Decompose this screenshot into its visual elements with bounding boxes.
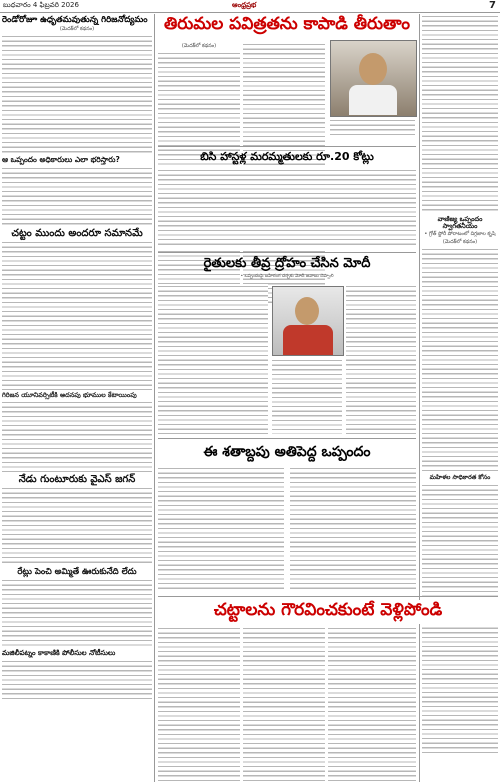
left-headline-1: రెండోరోజూ ఉధృతమవుతున్న గిరిజనోద్యమం (2, 15, 148, 25)
left-byline: (మెదక్‌లో కథనం) (59, 26, 95, 33)
article-text (330, 118, 415, 138)
bc-hostels-text (158, 168, 416, 248)
article-text (328, 626, 416, 782)
column-divider (419, 14, 420, 782)
article-text (158, 466, 284, 592)
modi-text-3 (272, 358, 342, 434)
article-text (2, 240, 152, 390)
bottom-text-1 (158, 626, 240, 782)
century-deal-text-1 (158, 466, 284, 592)
article-text (2, 166, 152, 226)
section-divider (158, 146, 416, 147)
headline-modi: రైతులకు తీవ్ర ద్రోహం చేసిన మోదీ (203, 256, 371, 271)
section-divider (158, 596, 498, 597)
left-column (2, 14, 152, 782)
left-headline-2: ఆ ఒప్పందం అధికారులు ఎలా భరిస్తారు? (2, 155, 120, 165)
left-headline-3: చట్టం ముందు అందరూ సమానమే (11, 227, 143, 239)
headline-bc-hostels: బిసి హాస్టళ్ల మరమ్మతులకు రూ.20 కోట్లు (200, 150, 374, 163)
right-column (422, 14, 498, 782)
article-text (2, 486, 152, 566)
article-text (422, 14, 498, 214)
person-figure (295, 297, 319, 325)
article-text (158, 168, 416, 248)
modi-text-1 (158, 284, 268, 434)
main-byline: (మెదక్‌లో కథనం) (181, 43, 217, 49)
issue-date: బుధవారం 4 ఫిబ్రవరి 2026 (3, 1, 79, 9)
article-text (346, 284, 416, 434)
headline-respect-laws: చట్టాలను గౌరవించకుంటే వెళ్లిపోండి (158, 600, 498, 624)
column-divider (154, 14, 155, 782)
photo-caption-text (330, 118, 415, 138)
article-text (158, 284, 268, 434)
headline-modi-sub: • ఒప్పందంపై బహిరంగ చర్చకు మోదీ జవాబు చెప్పాలి (240, 274, 334, 279)
article-text (158, 626, 240, 782)
right-headline-1-sub: • గ్రోత్ స్టోరీ పోరాటంలో దిగ్గజాల కృషి (424, 231, 496, 238)
right-headline-1: వాణిజ్య ఒప్పందం స్వాగతనీయం (437, 215, 483, 231)
article-text (2, 34, 152, 94)
article-text (2, 94, 152, 154)
article-text (2, 400, 152, 472)
left-headline-6: రేట్లు పెంచి అమ్మితే ఊరుకునేది లేదు (17, 566, 137, 577)
article-text (243, 626, 325, 782)
left-headline-5: నేడు గుంటూరుకు వైఎస్ జగన్ (18, 473, 136, 485)
news-photo-speaker (330, 40, 417, 117)
article-text (422, 247, 498, 473)
left-headline-4: గిరిజన యూనివర్సిటీకి అదనపు భూముల కేటాయింపు (2, 390, 137, 399)
right-byline: (మెదక్‌లో కథనం) (442, 239, 478, 246)
article-text (2, 578, 152, 648)
main-headline: తిరుమల పవిత్రతను కాపాడి తీరుతాం (163, 14, 411, 34)
masthead (0, 0, 500, 13)
article-text (2, 659, 152, 699)
left-headline-7: మజిలీపట్నం కాకాణికి పోలీసుల నోటీసులు (2, 649, 116, 658)
news-photo-politician (272, 286, 344, 356)
newspaper-brand: ఆంధ్రప్రభ (232, 1, 257, 9)
headline-century-deal: ఈ శతాబ్దపు అతిపెద్ద ఒప్పందం (203, 444, 371, 460)
bottom-text-3 (328, 626, 416, 782)
century-deal-text-2 (290, 466, 416, 592)
right-headline-2: మహిళల సాధికారత కోసం (429, 474, 491, 482)
page-number: 7 (489, 0, 496, 11)
section-divider (158, 438, 416, 439)
modi-text-2 (346, 284, 416, 434)
article-text (272, 358, 342, 434)
section-divider (158, 252, 416, 253)
bottom-text-2 (243, 626, 325, 782)
article-text (290, 466, 416, 592)
person-figure (359, 53, 387, 85)
